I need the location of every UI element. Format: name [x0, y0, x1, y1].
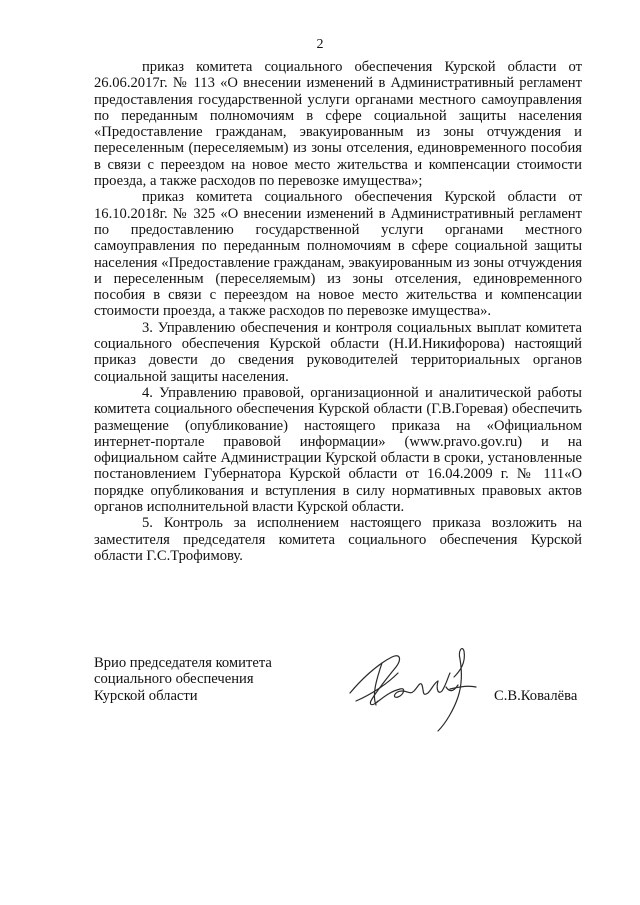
- paragraph-item-5: 5. Контроль за исполнением настоящего приказа возложить на заместителя председателя комитета социального обеспечения Курской области Г.С.Трофимову.: [94, 515, 582, 564]
- paragraph-item-3: 3. Управлению обеспечения и контроля социальных выплат комитета социального обеспечения Курской области (Н.И.Никифорова) настоящий приказ довести до сведения руководителей территориальных органов социальной защиты населения.: [94, 319, 582, 385]
- handwritten-signature: [342, 641, 492, 739]
- paragraph-order-2018: приказ комитета социального обеспечения Курской области от 16.10.2018г. № 325 «О внесении изменений в Административный регламент по предоставлению государственной услуги органами местного самоуправления по переданным полномочиям в сфере социальной защиты населения «Предоставление гражданам, эвакуированным из зоны отчуждения и переселенным (переселяемым) из зоны отселения, единовременного пособия в связи с переездом на новое место жительства и компенсации стоимости проезда, а также расходов по перевозке имущества».: [94, 189, 582, 320]
- signatory-position-line: Врио председателя комитета: [94, 655, 272, 671]
- document-body: [94, 59, 582, 564]
- signatory-position: [94, 655, 272, 704]
- paragraph-order-2017: приказ комитета социального обеспечения Курской области от 26.06.2017г. № 113 «О внесении изменений в Административный регламент предоставления государственной услуги органами местного самоуправления по переданным полномочиям в сфере социальной защиты населения «Предоставление гражданам, эвакуированным из зоны отчуждения и переселенным (переселяемым) из зоны отселения, единовременного пособия в связи с переездом на новое место жительства и компенсации стоимости проезда, а также расходов по перевозке имущества»;: [94, 59, 582, 190]
- paragraph-item-4: 4. Управлению правовой, организационной и аналитической работы комитета социального обеспечения Курской области (Г.В.Горевая) обеспечить размещение (опубликование) настоящего приказа на «Официальном интернет-портале правовой информации» (www.pravo.gov.ru) и на официальном сайте Администрации Курской области в сроки, установленные постановлением Губернатора Курской области от 16.04.2009 г. № 111«О порядке опубликования и вступления в силу нормативных правовых актов органов исполнительной власти Курской области.: [94, 384, 582, 516]
- signatory-name: С.В.Ковалёва: [494, 688, 578, 704]
- signatory-position-line: социального обеспечения: [94, 671, 254, 688]
- signature-block: [94, 655, 604, 735]
- signatory-position-line: Курской области: [94, 687, 198, 704]
- page-number: 2: [316, 37, 324, 52]
